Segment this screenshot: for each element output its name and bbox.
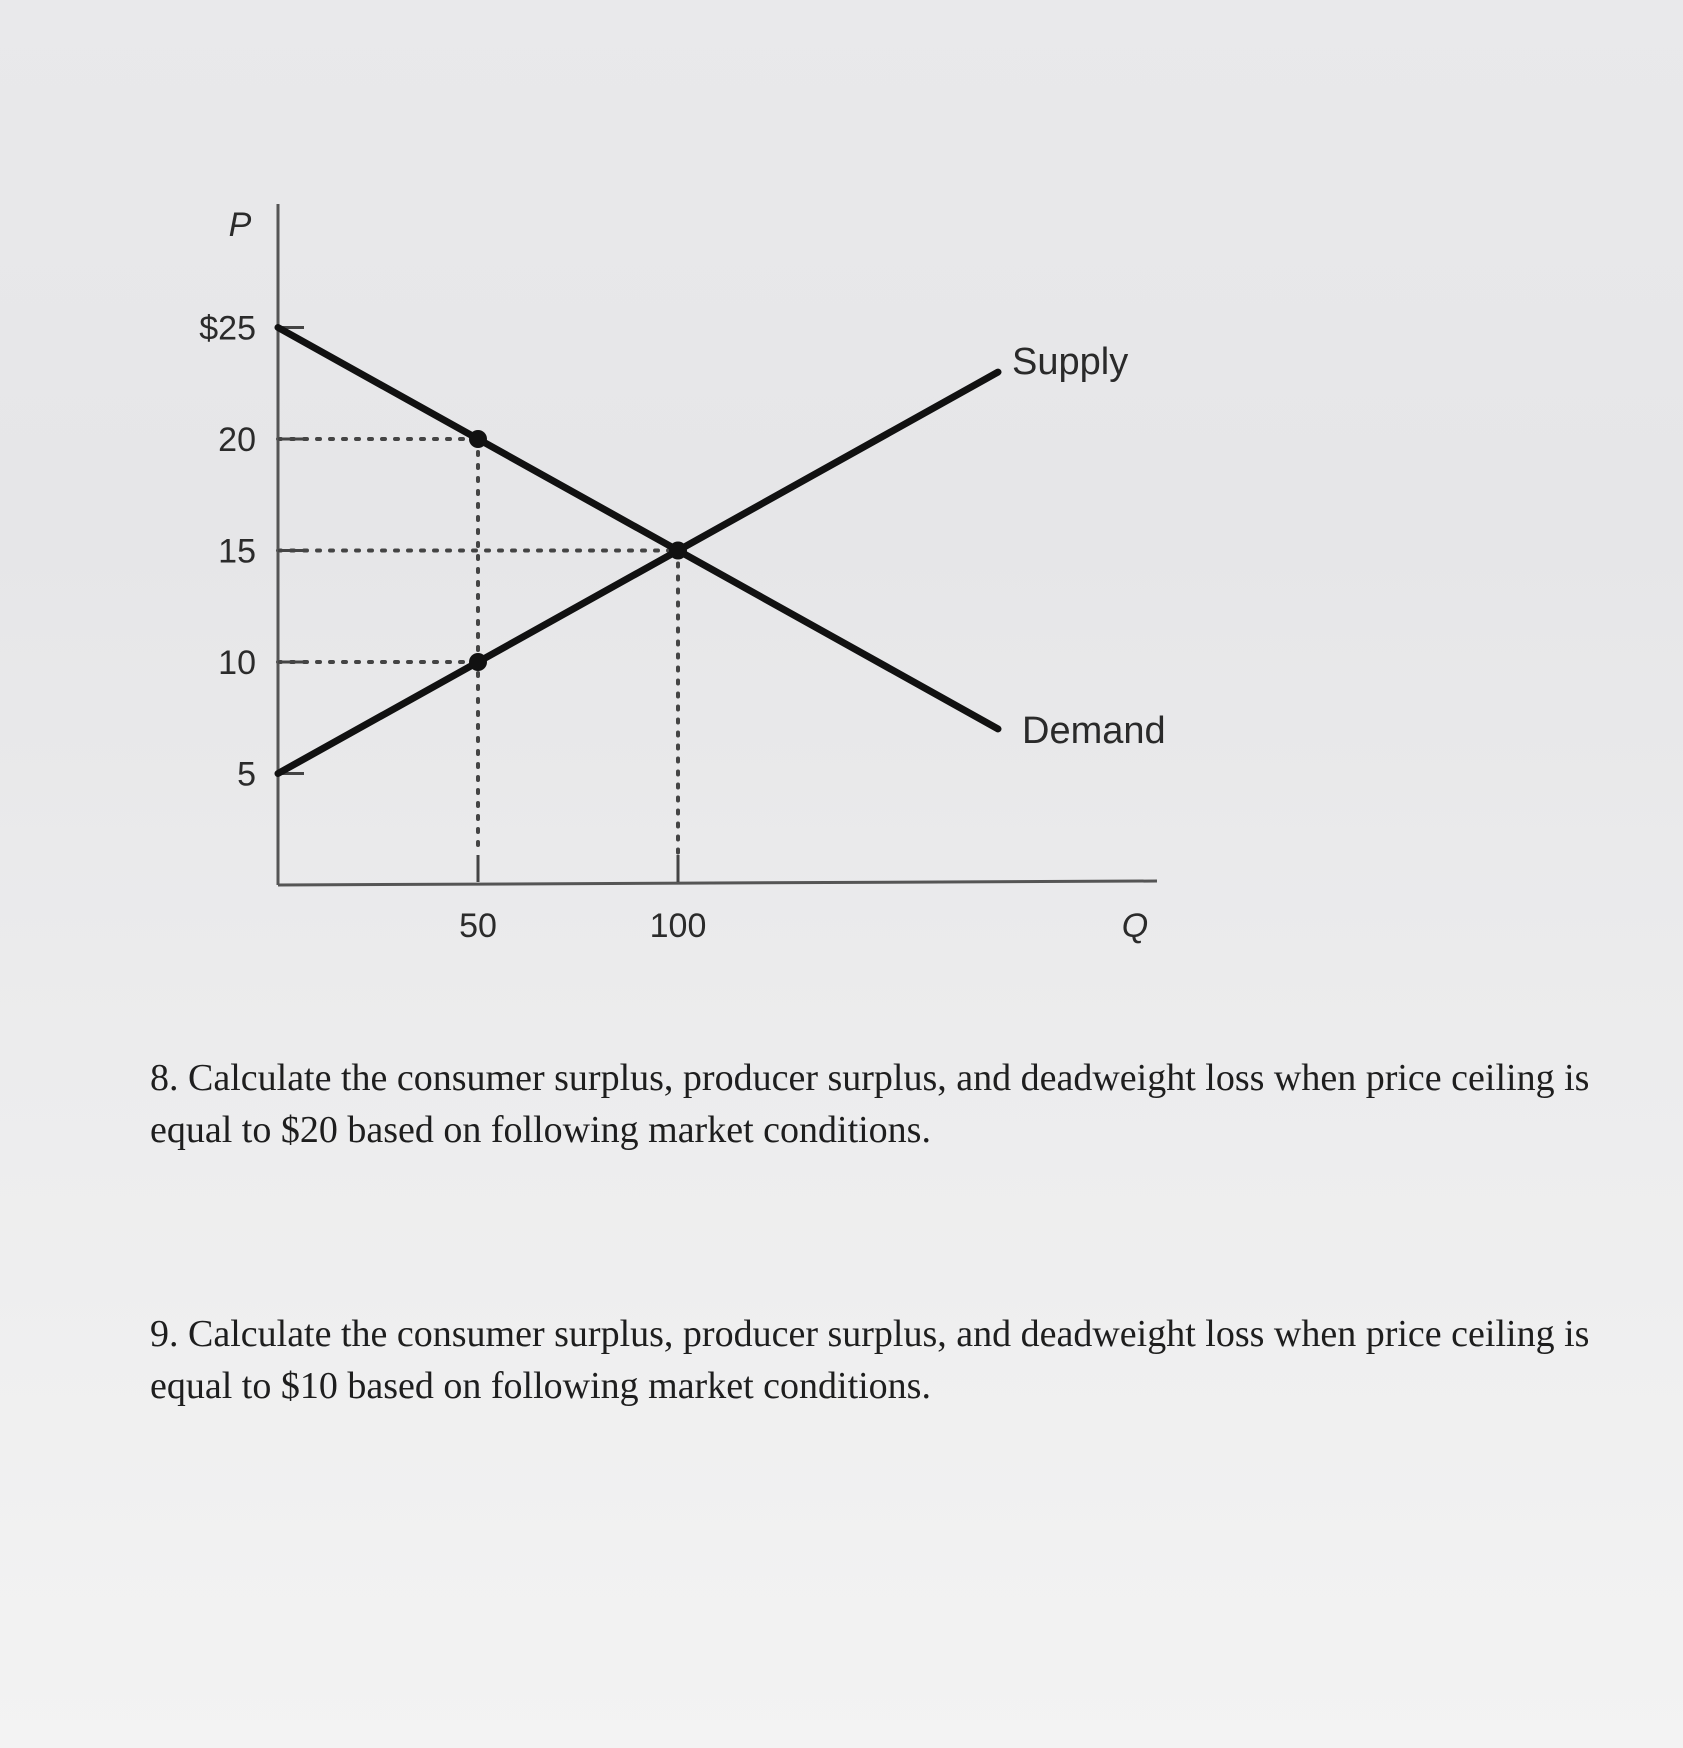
chart-labels: [229, 206, 1166, 945]
x-axis-label: Q: [1121, 907, 1149, 945]
y-tick-label-20: 20: [218, 421, 256, 459]
x-axis-line: [278, 881, 1157, 885]
dotted-guides: [278, 439, 678, 855]
supply-curve: [278, 372, 998, 773]
intersection-point-1: [669, 542, 687, 560]
x-tick-label-100: 100: [649, 907, 707, 945]
x-tick-label-50: 50: [459, 907, 497, 945]
axis-ticks: [199, 310, 706, 946]
demand-curve-label: Demand: [1022, 709, 1166, 752]
question-9: 9. Calculate the consumer surplus, producer surplus, and deadweight loss when price ceiling is equal to $10 based on following market conditions.: [150, 1313, 1590, 1407]
intersection-point-2: [469, 653, 487, 671]
supply-curve-label: Supply: [1012, 341, 1129, 384]
y-tick-label-5: 5: [237, 755, 256, 794]
y-tick-label-15: 15: [218, 532, 256, 571]
y-axis-label: P: [228, 206, 252, 244]
y-tick-label-10: 10: [218, 644, 256, 682]
intersection-point-0: [469, 430, 487, 448]
demand-curve: [278, 328, 998, 729]
chart-axes: [278, 204, 1157, 885]
y-tick-label-25: $25: [199, 309, 256, 348]
question-8: 8. Calculate the consumer surplus, producer surplus, and deadweight loss when price ceiling is equal to $20 based on following market conditions.: [150, 1057, 1590, 1151]
